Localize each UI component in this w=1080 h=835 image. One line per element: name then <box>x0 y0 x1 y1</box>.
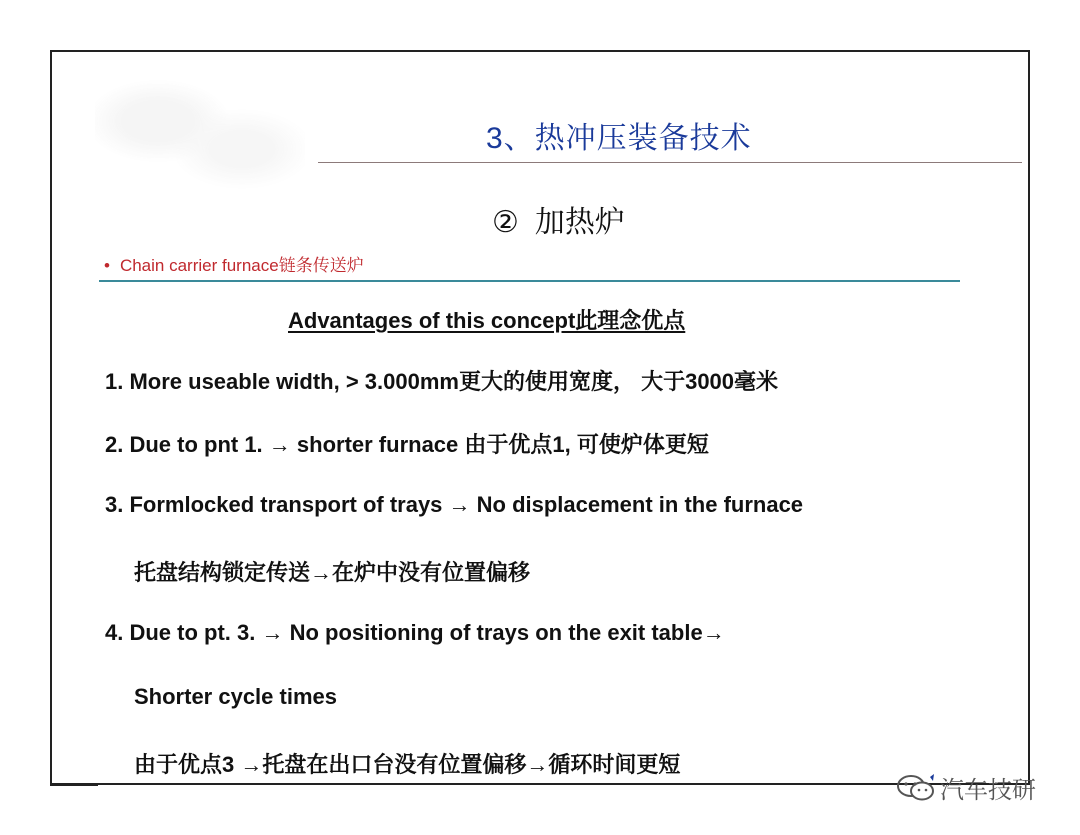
bullet-text: Chain carrier furnace链条传送炉 <box>119 256 364 275</box>
advantages-heading: Advantages of this concept此理念优点 <box>288 308 686 333</box>
slide-title: 3、热冲压装备技术 <box>486 122 752 155</box>
slide-subtitle <box>492 197 625 241</box>
bullet-dot: • <box>104 256 110 275</box>
advantage-item-4-continued: Shorter cycle times <box>134 684 337 709</box>
watermark-text: 汽车技研 <box>940 777 1036 804</box>
advantage-item-3-translation: 托盘结构锁定传送→在炉中没有位置偏移 <box>134 560 531 585</box>
circled-number: ② <box>492 206 519 239</box>
watermark <box>896 770 1036 805</box>
section-divider <box>99 280 960 282</box>
bullet-point <box>104 251 364 276</box>
faded-logo <box>95 65 305 205</box>
advantage-item-2: 2. Due to pnt 1. → shorter furnace 由于优点1, 可使炉体更短 <box>105 432 709 457</box>
title-divider <box>318 162 1022 163</box>
advantage-item-4-translation: 由于优点3 →托盘在出口台没有位置偏移→循环时间更短 <box>134 752 681 777</box>
advantage-item-4: 4. Due to pt. 3. → No positioning of trays on the exit table→ <box>105 620 725 645</box>
advantage-item-1: 1. More useable width, > 3.000mm更大的使用宽度， 大于3000毫米 <box>105 369 779 394</box>
subtitle-text: 加热炉 <box>534 206 625 239</box>
frame-corner-stub <box>50 784 98 786</box>
advantage-item-3: 3. Formlocked transport of trays → No displacement in the furnace <box>105 492 804 517</box>
wechat-icon <box>896 773 936 803</box>
